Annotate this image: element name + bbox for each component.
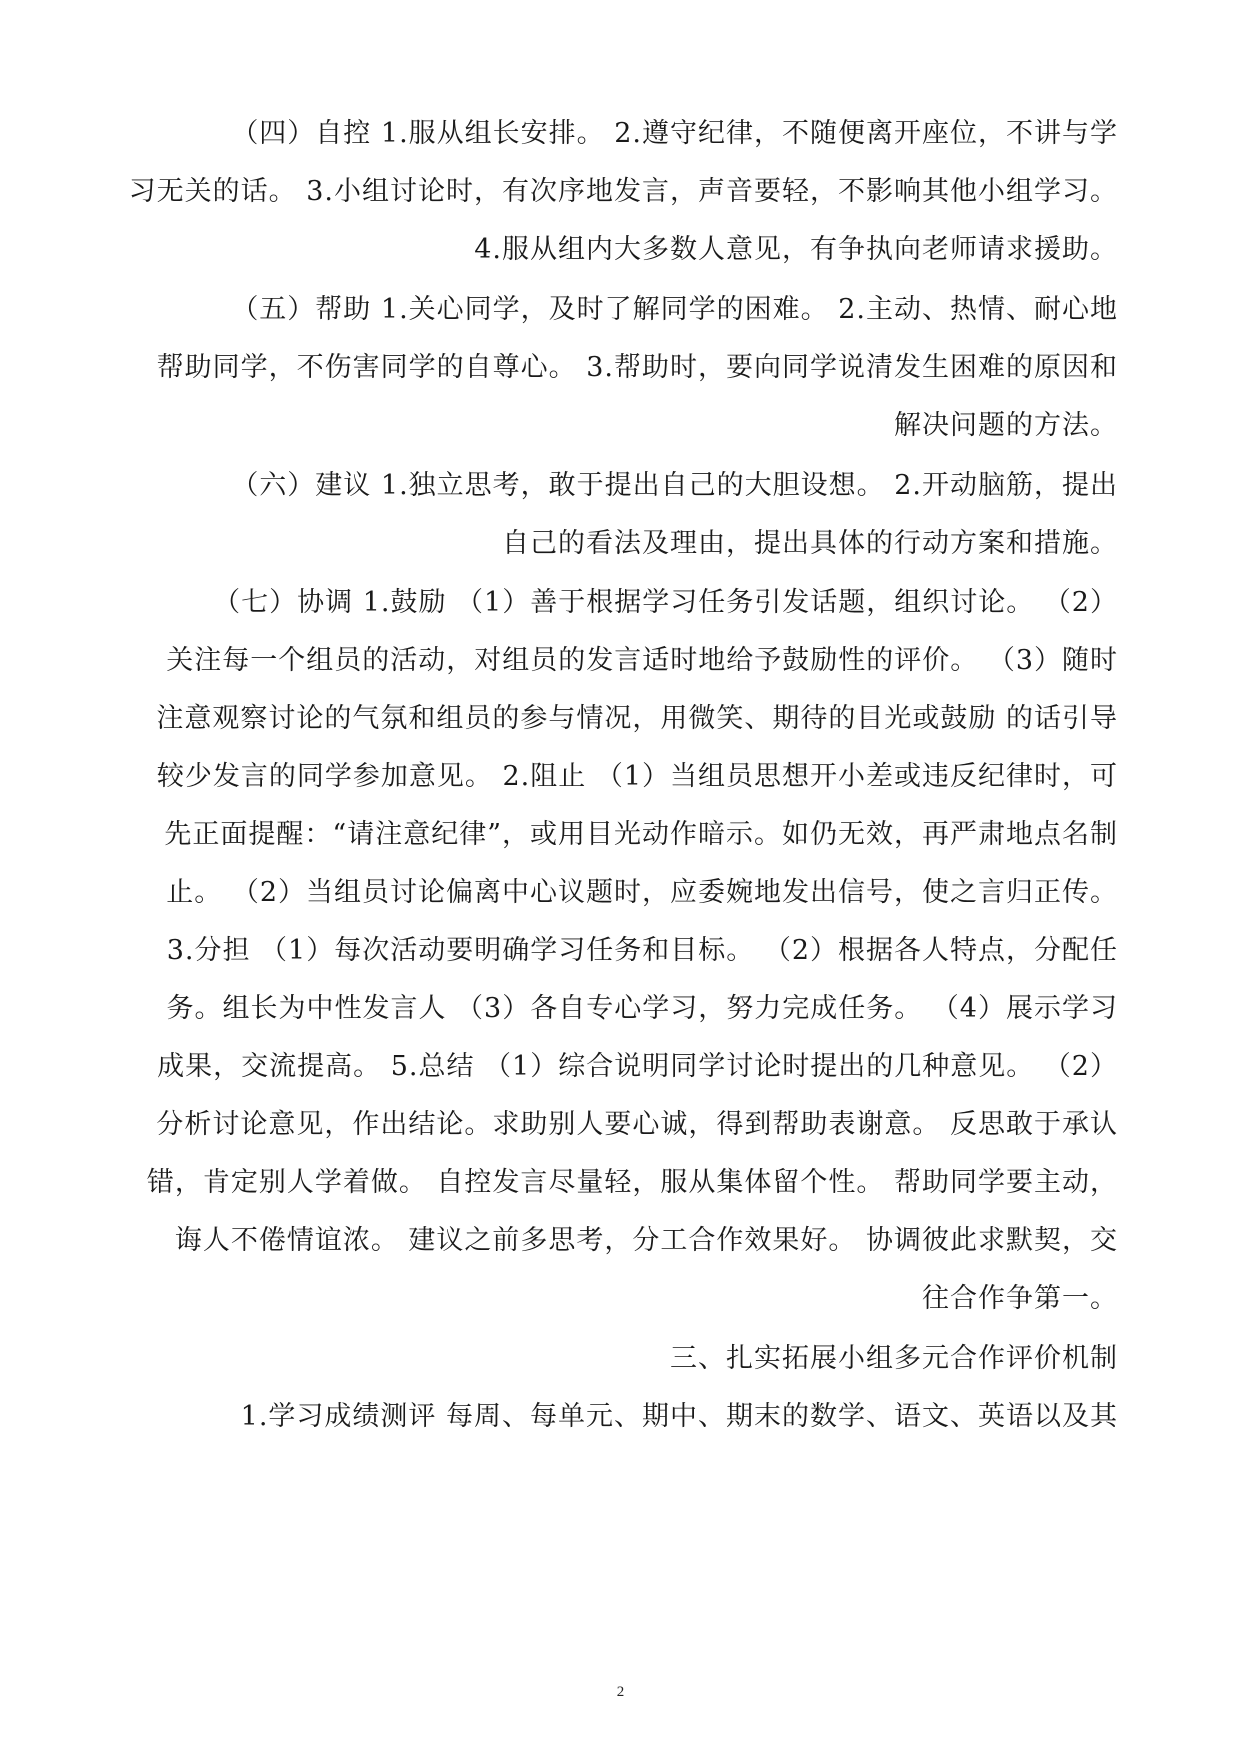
- text-line-21: 往合作争第一。: [922, 1283, 1118, 1314]
- text-line-8: 自己的看法及理由，提出具体的行动方案和措施。: [502, 528, 1118, 559]
- text-line-6: 解决问题的方法。: [894, 410, 1118, 441]
- text-line-5: 帮助同学，不伤害同学的自尊心。 3.帮助时，要向同学说清发生困难的原因和: [156, 352, 1118, 383]
- page-number: 2: [616, 1684, 625, 1700]
- text-line-23: 1.学习成绩测评 每周、每单元、期中、期末的数学、语文、英语以及其: [240, 1401, 1118, 1432]
- text-line-16: 务。组长为中性发言人 （3）各自专心学习，努力完成任务。 （4）展示学习: [166, 993, 1118, 1024]
- text-line-18: 分析讨论意见，作出结论。求助别人要心诚，得到帮助表谢意。 反思敢于承认: [156, 1109, 1118, 1140]
- text-line-17: 成果，交流提高。 5.总结 （1）综合说明同学讨论时提出的几种意见。 （2）: [157, 1051, 1118, 1082]
- text-line-2: 习无关的话。 3.小组讨论时，有次序地发言，声音要轻，不影响其他小组学习。: [128, 176, 1118, 207]
- text-line-12: 较少发言的同学参加意见。 2.阻止 （1）当组员思想开小差或违反纪律时，可: [156, 761, 1118, 792]
- text-line-22: 三、扎实拓展小组多元合作评价机制: [670, 1343, 1118, 1374]
- text-line-11: 注意观察讨论的气氛和组员的参与情况，用微笑、期待的目光或鼓励 的话引导: [156, 703, 1118, 734]
- text-line-15: 3.分担 （1）每次活动要明确学习任务和目标。 （2）根据各人特点，分配任: [166, 935, 1118, 966]
- text-line-3: 4.服从组内大多数人意见，有争执向老师请求援助。: [474, 234, 1118, 265]
- text-line-4: （五）帮助 1.关心同学，及时了解同学的困难。 2.主动、热情、耐心地: [231, 294, 1118, 325]
- text-line-20: 诲人不倦情谊浓。 建议之前多思考，分工合作效果好。 协调彼此求默契，交: [174, 1225, 1118, 1256]
- text-line-14: 止。 （2）当组员讨论偏离中心议题时，应委婉地发出信号，使之言归正传。: [166, 877, 1118, 908]
- text-line-19: 错，肯定别人学着做。 自控发言尽量轻，服从集体留个性。 帮助同学要主动，: [146, 1167, 1118, 1198]
- text-line-1: （四）自控 1.服从组长安排。 2.遵守纪律，不随便离开座位，不讲与学: [231, 118, 1118, 149]
- text-line-7: （六）建议 1.独立思考，敢于提出自己的大胆设想。 2.开动脑筋，提出: [231, 470, 1118, 501]
- text-line-13: 先正面提醒：“请注意纪律”，或用目光动作暗示。如仍无效，再严肃地点名制: [164, 819, 1118, 850]
- text-line-9: （七）协调 1.鼓励 （1）善于根据学习任务引发话题，组织讨论。 （2）: [213, 587, 1118, 618]
- text-line-10: 关注每一个组员的活动，对组员的发言适时地给予鼓励性的评价。 （3）随时: [166, 645, 1118, 676]
